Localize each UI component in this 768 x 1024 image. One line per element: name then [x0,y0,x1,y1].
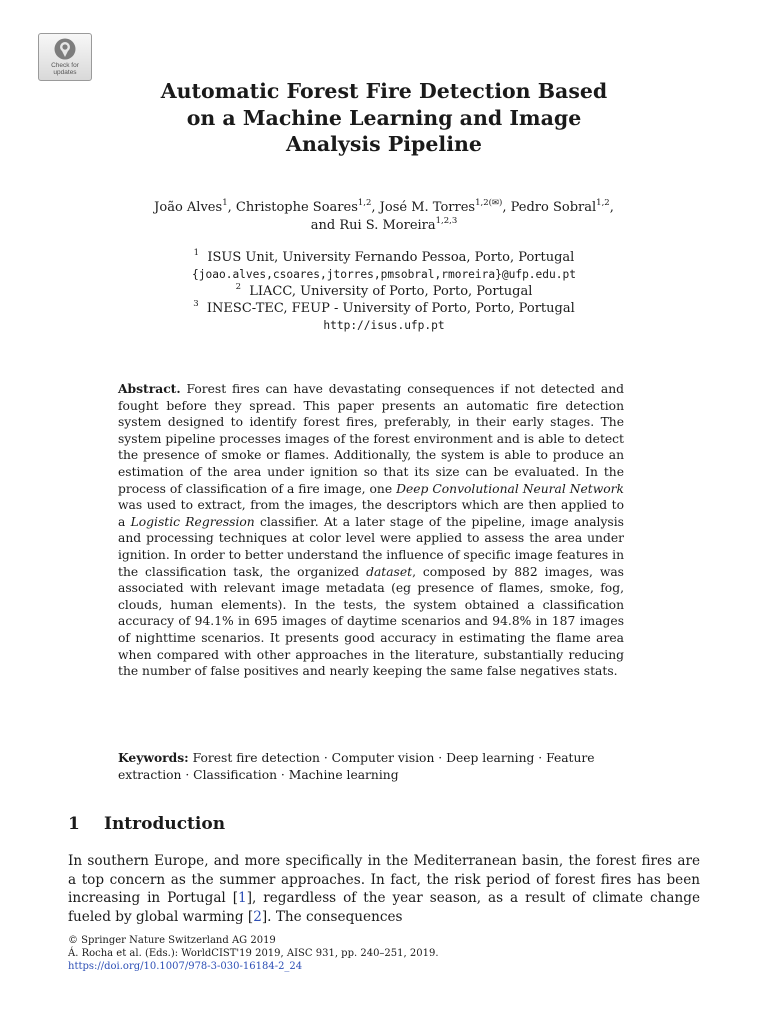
proceedings-line: Á. Rocha et al. (Eds.): WorldCIST'19 2019, AISC 931, pp. 240–251, 2019. [68,948,439,959]
doi-link[interactable]: https://doi.org/10.1007/978-3-030-16184-2_24 [68,961,303,972]
introduction-paragraph: In southern Europe, and more specifically in the Mediterranean basin, the forest fires are a top concern as the summer approaches. In fact, the risk period of forest fires has been increasing in Portugal [1], regardless of the year season, as a result of climate change fueled by global warming [2]. The consequences [68,853,700,925]
affiliation-2: $^2$ LIACC, University of Porto, Porto, Portugal [235,281,533,299]
check-for-updates-icon [52,37,78,61]
affiliations [0,249,768,334]
section-heading [68,814,225,834]
author-name: Pedro Sobral [510,200,597,215]
author-name: Christophe Soares [235,200,358,215]
corresponding-author-name: José M. Torres [379,200,476,215]
check-for-updates-badge[interactable] [38,33,92,81]
affiliation-1: $^1$ ISUS Unit, University Fernando Pessoa, Porto, Portugal [193,247,575,265]
badge-label: Check for updates [51,62,79,76]
author-name: João Alves [154,200,223,215]
abstract-label: Abstract. [118,381,181,396]
copyright-line: © Springer Nature Switzerland AG 2019 [68,935,276,946]
section-number: 1 [68,814,80,834]
citation-link[interactable]: 2 [253,908,262,925]
abstract: Abstract. Forest fires can have devastating consequences if not detected and fought before they spread. This paper presents an automatic fire detection system designed to identify forest fires, preferably, in their early stages. The system pipeline processes images of the forest environment and is able to detect the presence of smoke or flames. Additionally, the system is able to produce an estimation of the area under ignition so that its size can be evaluated. In the process of classification of a fire image, one Deep Convolutional Neural Network was used to extract, from the images, the descriptors which are then applied to a Logistic Regression classifier. At a later stage of the pipeline, image analysis and processing techniques at color level were applied to assess the area under ignition. In order to better understand the influence of specific image features in the classification task, the organized dataset, composed by 882 images, was associated with relevant image metadata (eg presence of flames, smoke, fog, clouds, human elements). In the tests, the system obtained a classification accuracy of 94.1% in 695 images of daytime scenarios and 94.8% in 187 images of nighttime scenarios. It presents good accuracy in estimating the flame area when compared with other approaches in the literature, substantially reducing the number of false positives and nearly keeping the same false negatives stats. [118,381,624,679]
copyright-footer [68,934,439,973]
keywords: Keywords: Forest fire detection · Computer vision · Deep learning · Feature extraction · Classification · Machine learning [118,750,595,782]
section-title: Introduction [104,814,226,834]
author-emails[interactable]: {joao.alves,csoares,jtorres,pmsobral,rmoreira}@ufp.edu.pt [192,268,576,281]
affiliation-3: $^3$ INESC-TEC, FEUP - University of Porto, Porto, Portugal [193,298,575,316]
unit-url-link[interactable]: http://isus.ufp.pt [323,319,445,332]
author-list: João Alves$^1$, Christophe Soares$^{1,2}$, José M. Torres$^{1,2(✉)}$, Pedro Sobral$^{1,2}$, and Rui S. Moreira$^{1,2,3}$ [154,197,614,233]
paper-title: Automatic Forest Fire Detection Based on a Machine Learning and Image Analysis Pipeline [160,79,608,156]
keywords-label: Keywords: [118,750,189,765]
citation-link[interactable]: 1 [238,890,247,906]
author-name: Rui S. Moreira [339,218,436,233]
